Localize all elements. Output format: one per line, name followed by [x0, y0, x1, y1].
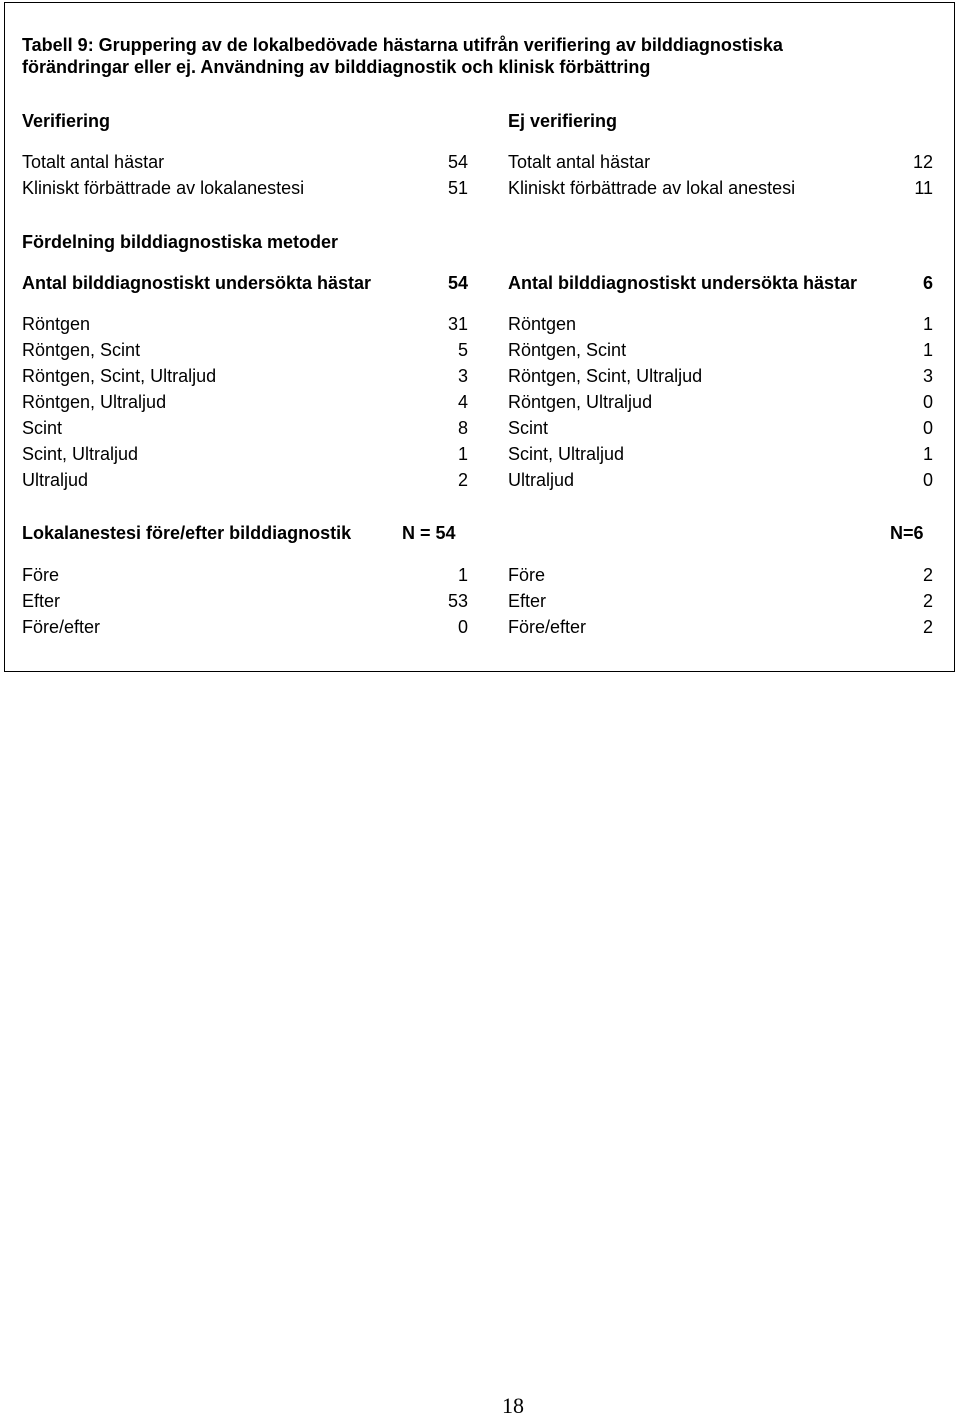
left-timing-label: Före/efter: [22, 617, 101, 637]
right-method-value: 0: [922, 418, 933, 438]
left-method-value: 2: [457, 470, 468, 490]
right-method-label: Röntgen, Scint, Ultraljud: [508, 366, 703, 386]
left-examined-value: 54: [447, 273, 468, 293]
left-method-label: Röntgen, Ultraljud: [22, 392, 167, 412]
timing-n-left: N = 54: [402, 523, 456, 543]
right-timing-value: 2: [922, 617, 933, 637]
left-method-value: 1: [457, 444, 468, 464]
left-method-label: Scint, Ultraljud: [22, 444, 139, 464]
right-method-label: Röntgen, Scint: [508, 340, 627, 360]
table-title-line-2: förändringar eller ej. Användning av bilddiagnostik och klinisk förbättring: [22, 57, 651, 77]
left-method-value: 31: [447, 314, 468, 334]
left-method-value: 3: [457, 366, 468, 386]
left-total-value: 54: [447, 152, 468, 172]
timing-heading: Lokalanestesi före/efter bilddiagnostik: [22, 523, 352, 543]
left-timing-label: Efter: [22, 591, 61, 611]
verifiering-header: Verifiering: [22, 111, 111, 131]
right-examined-value: 6: [922, 273, 933, 293]
left-improved-value: 51: [447, 178, 468, 198]
right-total-label: Totalt antal hästar: [508, 152, 651, 172]
table-title-line-1: Tabell 9: Gruppering av de lokalbedövade hästarna utifrån verifiering av bilddiagnostiska: [22, 35, 783, 55]
right-method-value: 1: [922, 314, 933, 334]
left-method-label: Röntgen, Scint: [22, 340, 141, 360]
right-method-label: Scint: [508, 418, 549, 438]
right-timing-label: Efter: [508, 591, 547, 611]
right-timing-value: 2: [922, 591, 933, 611]
right-method-label: Scint, Ultraljud: [508, 444, 625, 464]
left-examined-label: Antal bilddiagnostiskt undersökta hästar: [22, 273, 372, 293]
right-timing-value: 2: [922, 565, 933, 585]
right-method-label: Röntgen: [508, 314, 577, 334]
page-number: 18: [502, 1393, 524, 1418]
right-timing-label: Före/efter: [508, 617, 587, 637]
ej-verifiering-header: Ej verifiering: [508, 111, 618, 131]
right-timing-label: Före: [508, 565, 546, 585]
right-method-label: Röntgen, Ultraljud: [508, 392, 653, 412]
left-method-value: 4: [457, 392, 468, 412]
right-method-value: 0: [922, 392, 933, 412]
left-method-label: Röntgen, Scint, Ultraljud: [22, 366, 217, 386]
left-method-label: Ultraljud: [22, 470, 89, 490]
right-examined-label: Antal bilddiagnostiskt undersökta hästar: [508, 273, 858, 293]
right-method-label: Ultraljud: [508, 470, 575, 490]
left-method-value: 5: [457, 340, 468, 360]
timing-n-right: N=6: [890, 523, 924, 543]
right-method-value: 3: [922, 366, 933, 386]
right-method-value: 1: [922, 444, 933, 464]
left-timing-label: Före: [22, 565, 60, 585]
right-total-value: 12: [912, 152, 933, 172]
table-frame: [4, 2, 955, 672]
right-method-value: 0: [922, 470, 933, 490]
left-timing-value: 0: [457, 617, 468, 637]
right-improved-value: 11: [914, 178, 933, 198]
left-method-label: Scint: [22, 418, 63, 438]
left-total-label: Totalt antal hästar: [22, 152, 165, 172]
left-timing-value: 1: [457, 565, 468, 585]
left-timing-value: 53: [447, 591, 468, 611]
right-method-value: 1: [922, 340, 933, 360]
left-method-value: 8: [457, 418, 468, 438]
right-improved-label: Kliniskt förbättrade av lokal anestesi: [508, 178, 796, 198]
left-method-label: Röntgen: [22, 314, 91, 334]
left-improved-label: Kliniskt förbättrade av lokalanestesi: [22, 178, 305, 198]
distribution-heading: Fördelning bilddiagnostiska metoder: [22, 232, 339, 252]
